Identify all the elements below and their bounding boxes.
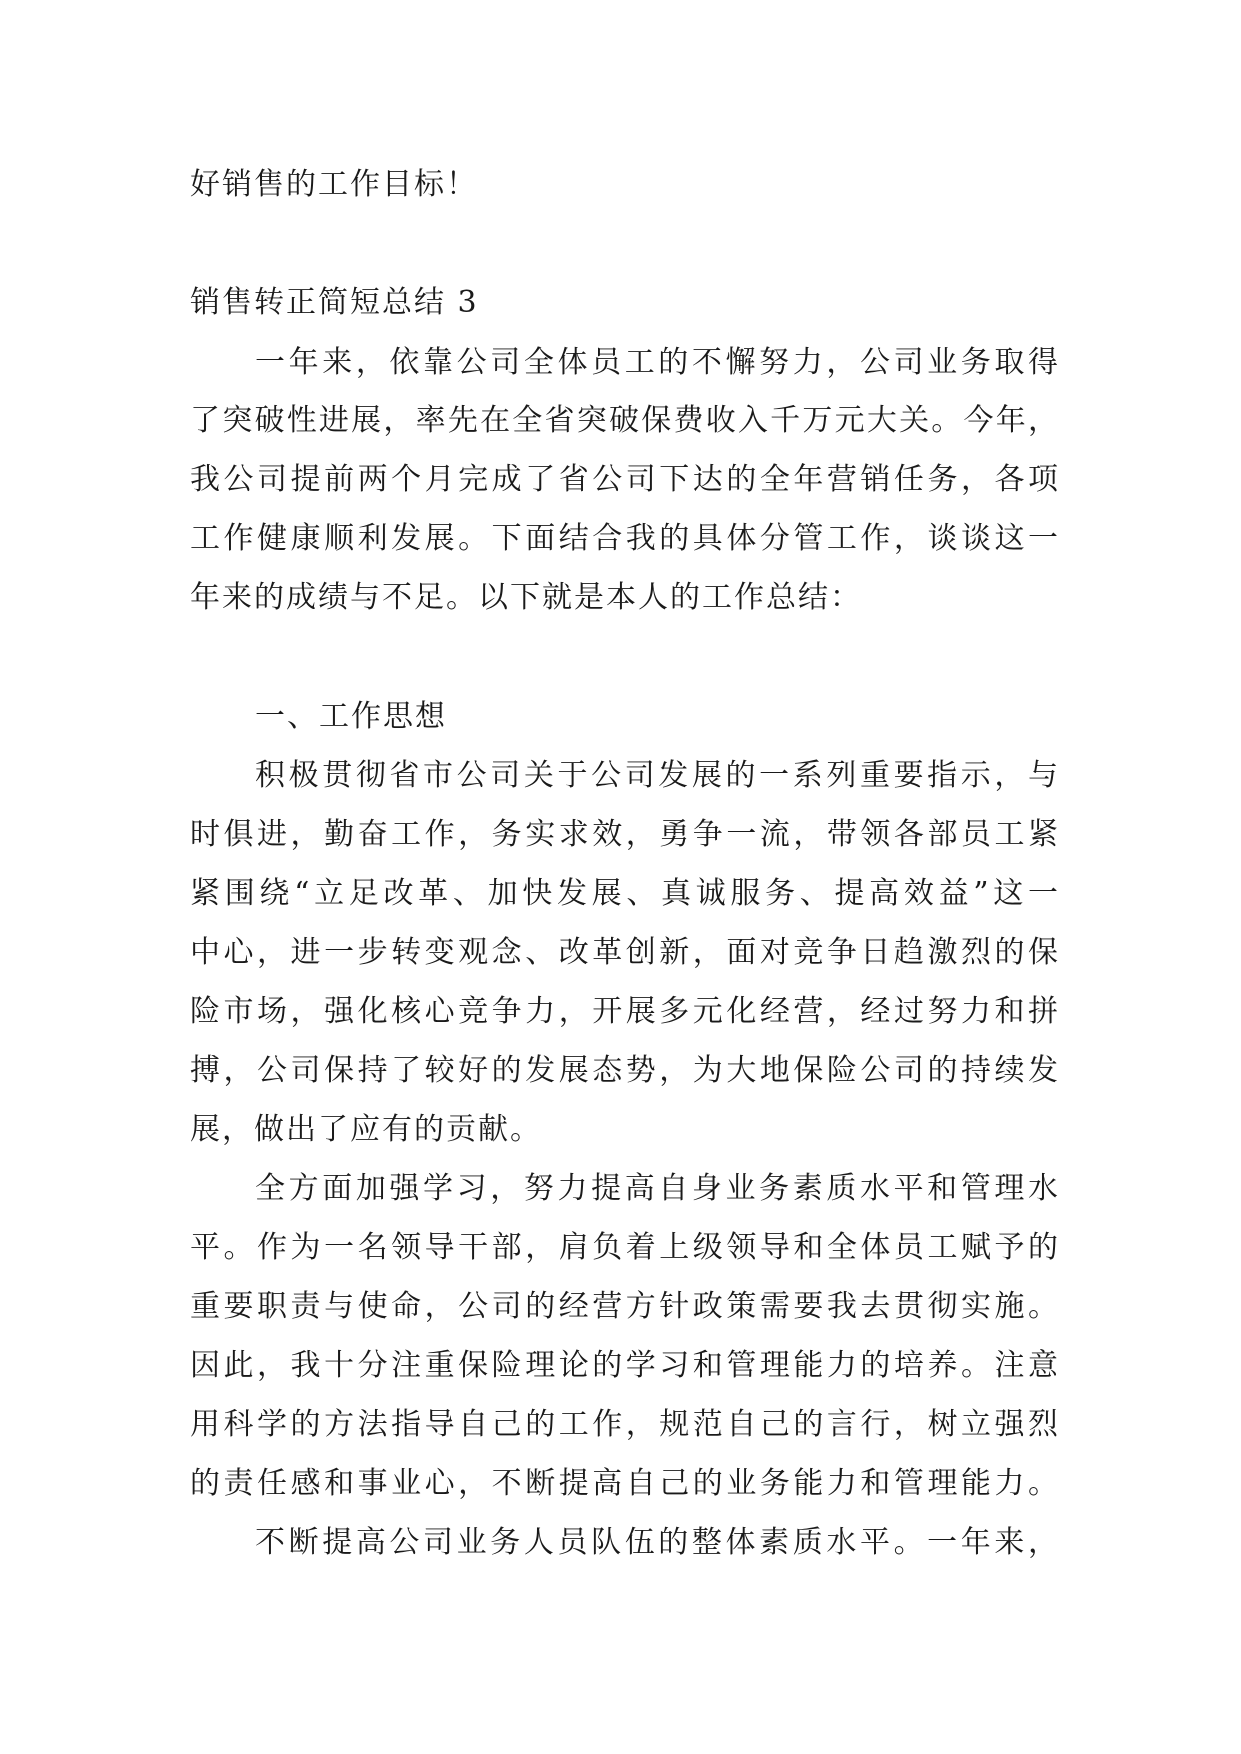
text-line-16: 全方面加强学习，努力提高自身业务素质水平和管理水 [255, 1171, 1060, 1206]
text-line-12: 中心，进一步转变观念、改革创新，面对竞争日趋激烈的保 [190, 935, 1060, 970]
text-line-9: 积极贯彻省市公司关于公司发展的一系列重要指示，与 [255, 758, 1060, 793]
text-line-6: 工作健康顺利发展。下面结合我的具体分管工作，谈谈这一 [190, 521, 1060, 556]
text-line-14: 搏，公司保持了较好的发展态势，为大地保险公司的持续发 [190, 1053, 1060, 1088]
text-line-19: 因此，我十分注重保险理论的学习和管理能力的培养。注意 [190, 1348, 1060, 1383]
text-line-20: 用科学的方法指导自己的工作，规范自己的言行，树立强烈 [190, 1407, 1060, 1442]
text-line-22: 不断提高公司业务人员队伍的整体素质水平。一年来， [255, 1525, 1060, 1560]
text-line-10: 时俱进，勤奋工作，务实求效，勇争一流，带领各部员工紧 [190, 817, 1060, 852]
section-title: 销售转正简短总结 3 [190, 285, 479, 320]
text-line-18: 重要职责与使命，公司的经营方针政策需要我去贯彻实施。 [190, 1289, 1060, 1324]
text-line-17: 平。作为一名领导干部，肩负着上级领导和全体员工赋予的 [190, 1230, 1060, 1265]
text-line-21: 的责任感和事业心，不断提高自己的业务能力和管理能力。 [190, 1466, 1060, 1501]
text-line-11: 紧围绕“立足改革、加快发展、真诚服务、提高效益”这一 [190, 876, 1060, 911]
text-line-3: 一年来，依靠公司全体员工的不懈努力，公司业务取得 [255, 345, 1060, 380]
text-line-4: 了突破性进展，率先在全省突破保费收入千万元大关。今年， [190, 403, 1060, 438]
text-line-1: 好销售的工作目标！ [190, 167, 478, 202]
text-line-5: 我公司提前两个月完成了省公司下达的全年营销任务，各项 [190, 462, 1060, 497]
text-line-7: 年来的成绩与不足。以下就是本人的工作总结： [190, 580, 862, 615]
text-line-15: 展，做出了应有的贡献。 [190, 1112, 542, 1147]
text-line-13: 险市场，强化核心竞争力，开展多元化经营，经过努力和拼 [190, 994, 1060, 1029]
subheading: 一、工作思想 [255, 699, 447, 734]
